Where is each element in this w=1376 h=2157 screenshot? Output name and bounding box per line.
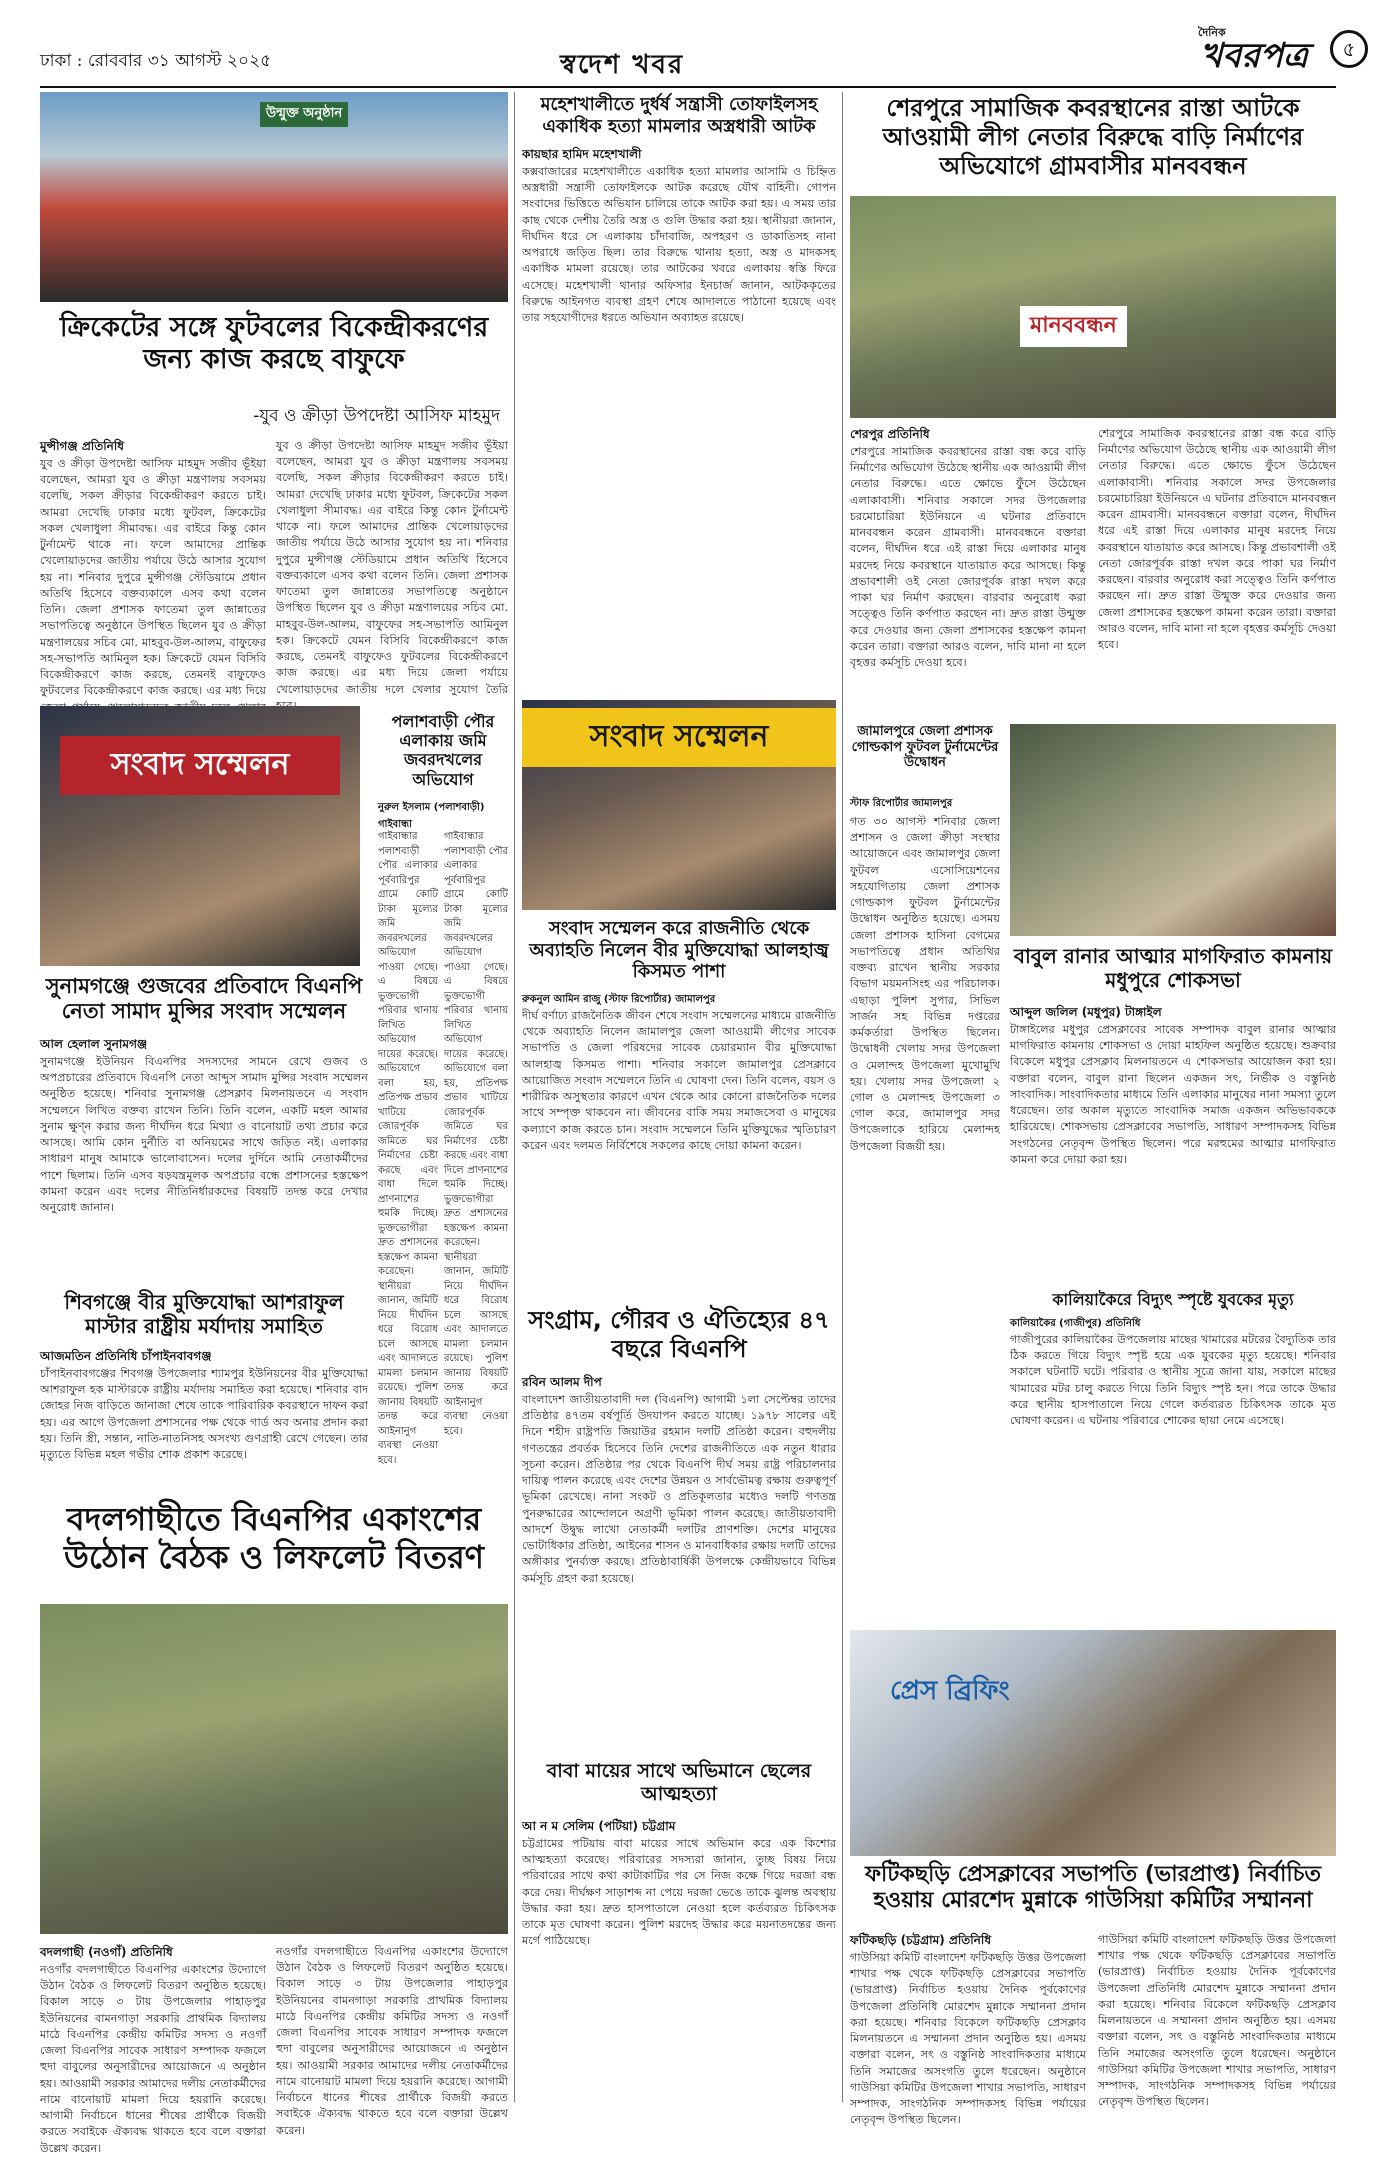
logo-text: খবরপত্র bbox=[1200, 36, 1309, 76]
sherpur-photo bbox=[850, 196, 1336, 418]
bafufe-subhead: -যুব ও ক্রীড়া উপদেষ্টা আসিফ মাহমুদ bbox=[253, 406, 500, 426]
sunamganj-headline: সুনামগঞ্জে গুজবের প্রতিবাদে বিএনপি নেতা সামাদ মুন্সির সংবাদ সম্মেলন bbox=[45, 974, 363, 1024]
sherpur-headline: শেরপুরে সামাজিক কবরস্থানের রাস্তা আটকে আওয়ামী লীগ নেতার বিরুদ্ধে বাড়ি নির্মাণের অভিযোগে গ্রামবাসীর মানববন্ধন bbox=[882, 94, 1304, 180]
suicide-headline: বাবা মায়ের সাথে অভিমানে ছেলের আত্মহত্যা bbox=[546, 1760, 812, 1805]
photo-banner-text: মানববন্ধন bbox=[1020, 306, 1127, 347]
jamalpur-press-headline: সংবাদ সম্মেলন করে রাজনীতি থেকে অব্যাহতি নিলেন বীর মুক্তিযোদ্ধা আলহাজ্ব কিসমত পাশা bbox=[529, 918, 829, 983]
bafufe-body-col1: যুব ও ক্রীড়া উপদেষ্টা আসিফ মাহমুদ সজীব ভূঁইয়া বলেছেন, আমরা যুব ও ক্রীড়া মন্ত্রণালয় সবসময় বলেছি, সকল ক্রীড়ার বিকেন্দ্রীকরণ করতে চাই। আমরা দেখেছি ঢাকার মধ্যে ফুটবল, ক্রিকেটের সকল খেলাধুলা সীমাবদ্ধ। এর বাইরে কিন্তু কোন টুর্নামেন্ট থাকে না। ফলে আমাদের প্রান্তিক খেলোয়াড়দের জাতীয় পর্যায়ে উঠে আসার সুযোগ হয় না। শনিবার দুপুরে মুন্সীগঞ্জ স্টেডিয়ামে প্রধান অতিথি হিসেবে বক্তব্যকালে এসব কথা বলেন তিনি। জেলা প্রশাসক ফাতেমা তুল জান্নাতের সভাপতিত্বে অনুষ্ঠানে উপস্থিত ছিলেন যুব ও ক্রীড়া মন্ত্রণালয়ের সচিব মো. মাহবুব-উল-আলম, বাফুফের সহ-সভাপতি আমিনুল হক। ক্রিকেটে যেমন বিসিবি বিকেন্দ্রীকরণে কাজ করছে, তেমনই বাফুফেও ফুটবলের বিকেন্দ্রীকরণে কাজ করছে। এর মধ্য দিয়ে bbox=[40, 457, 266, 698]
jamalpur-football-body: গত ৩০ আগস্ট শনিবার জেলা প্রশাসন ও জেলা ক্রীড়া সংস্থার আয়োজনে এবং জামালপুর জেলা ফুটবল এসোসিয়েশনের সহযোগিতায় জেলা প্রশাসক গোল্ডকাপ ফুটবল টুর্নামেন্টের উদ্বোধন অনুষ্ঠিত হয়েছে। এসময় জেলা প্রশাসক হাসিনা বেগমের সভাপতিত্বে প্রধান অতিথির বক্তব্য রাখেন স্থানীয় সরকার বিভাগ ময়মনসিংহ এর পরিচালক। এছাড়া পুলিশ সুপার, সিভিল সার্জন সহ বিভিন্ন দপ্তরের কর্মকর্তারা উপস্থিত ছিলেন। উদ্বোধনী খেলায় সদর উপজেলা ও মেলান্দহ উপজেলা মুখোমুখি হয়। খেলায় সদর উপজেলা ২ গোল ও মেলান্দহ উপজেলা ৩ গোল করে, জামালপুর সদর উপজেলাকে হারিয়ে মেলান্দহ উপজেলা বিজয়ী হয়। bbox=[850, 815, 1000, 1153]
photo-banner-text: সংবাদ সম্মেলন bbox=[60, 736, 340, 795]
maheshkhali-headline: মহেশখালীতে দুর্ধর্ষ সন্ত্রাসী তোফাইলসহ একাধিক হত্যা মামলার অস্ত্রধারী আটক bbox=[540, 94, 818, 137]
newspaper-logo bbox=[1198, 26, 1309, 87]
jamalpur-football-headline: জামালপুরে জেলা প্রশাসক গোল্ডকাপ ফুটবল টুর্নামেন্টের উদ্বোধন bbox=[851, 724, 999, 771]
badalgachhi-headline: বদলগাছীতে বিএনপির একাংশের উঠোন বৈঠক ও লিফলেট বিতরণ bbox=[63, 1500, 485, 1577]
shibganj-headline: শিবগঞ্জে বীর মুক্তিযোদ্ধা আশরাফুল মাস্টার রাষ্ট্রীয় মর্যাদায় সমাহিত bbox=[64, 1290, 344, 1338]
photo-banner-text: সংবাদ সম্মেলন bbox=[522, 708, 836, 767]
column-divider bbox=[514, 92, 515, 2102]
bnp47-body: বাংলাদেশ জাতীয়তাবাদী দল (বিএনপি) আগামী ১লা সেপ্টেম্বর তাদের প্রতিষ্ঠার ৪৭তম বর্ষপূর্তি উদযাপন করতে যাচ্ছে। ১৯৭৮ সালের এই দিনে শহীদ রাষ্ট্রপতি জিয়াউর রহমান দলটি প্রতিষ্ঠা করেন। বহুদলীয় গণতন্ত্রের প্রবর্তক হিসেবে তিনি দেশের রাজনীতিতে এক নতুন ধারার সূচনা করেন। প্রতিষ্ঠার পর থেকে বিএনপি দীর্ঘ সময় রাষ্ট্র পরিচালনার দায়িত্ব পালন করেছে এবং দেশের উন্নয়ন ও সার্বভৌমত্ব রক্ষায় গুরুত্বপূর্ণ ভূমিকা রেখেছে। নানা সংকট ও প্রতিকূলতার মধ্যেও দলটি গণতন্ত্র পুনরুদ্ধারের আন্দোলনে অগ্রণী ভূমিকা পালন করেছে। জাতীয়তাবাদী আদর্শে উদ্বুদ্ধ লাখো নেতাকর্মী দলটির প্রাণশক্তি। দেশের মানুষের ভোটাধিকার প্রতিষ্ঠা, আইনের শাসন ও মানবাধিকার রক্ষায় দলটি তাদের অঙ্গীকার পুনর্ব্যক্ত করছে। প্রতিষ্ঠাবার্ষিকী উপলক্ষে কেন্দ্রীয়ভাবে বিভিন্ন কর্মসূচি গ্রহণ করা হয়েছে। bbox=[522, 1393, 836, 1585]
madhupur-photo bbox=[1010, 724, 1336, 936]
bafufe-headline: ক্রিকেটের সঙ্গে ফুটবলের বিকেন্দ্রীকরণের জন্য কাজ করছে বাফুফে bbox=[59, 312, 489, 376]
bnp47-headline: সংগ্রাম, গৌরব ও ঐতিহ্যের ৪৭ বছরে বিএনপি bbox=[528, 1306, 830, 1363]
jamalpur-press-photo bbox=[522, 700, 836, 910]
sherpur-body-col2: শেরপুরে সামাজিক কবরস্থানের রাস্তা বন্ধ করে বাড়ি নির্মাণের অভিযোগ উঠেছে স্থানীয় এক আওয়ামী লীগ নেতার বিরুদ্ধে। এতে ক্ষোভে ফুঁসে উঠেছেন এলাকাবাসী। শনিবার সকালে সদর উপজেলার চরমোচারিয়া ইউনিয়নে এ ঘটনার প্রতিবাদে মানববন্ধন করেন গ্রামবাসী। মানববন্ধনে বক্তারা বলেন, দীর্ঘদিন ধরে এই রাস্তা দিয়ে এলাকার মানুষ মরদেহ নিয়ে কবরস্থানে যাতায়াত করে আসছে। কিন্তু প্রভাবশালী ওই নেতা জোরপূর্বক রাস্তা দখল করে পাকা ঘর নির্মাণ করছেন। বারবার অনুরোধ করা সত্ত্বেও তিনি কর্ণপাত করছেন না। দ্রুত রাস্তা উন্মুক্ত করে দেওয়ার জন্য জেলা প্রশাসকের হস্তক্ষেপ কামনা করেন তারা। বক্তারা আরও বলেন, দাবি মানা না হলে বৃহত্তর কর্মসূচি দেওয়া হবে। bbox=[1098, 427, 1336, 652]
sunamganj-body: সুনামগঞ্জে ইউনিয়ন বিএনপির সদস্যদের সামনে রেখে গুজব ও অপপ্রচারের প্রতিবাদে বিএনপি নেতা আব্দুস সামাদ মুন্সির সংবাদ সম্মেলন অনুষ্ঠিত হয়েছে। শনিবার সুনামগঞ্জ প্রেসক্লাব মিলনায়তনে এ সংবাদ সম্মেলনে লিখিত বক্তব্য রাখেন তিনি। তিনি বলেন, একটি মহল আমার সুনাম ক্ষুণ্ন করার জন্য দীর্ঘদিন ধরে মিথ্যা ও বানোয়াট তথ্য প্রচার করে আসছে। আমি কোন দুর্নীতি বা অনিয়মের সাথে জড়িত নই। এলাকার সাধারণ মানুষ আমাকে ভালোবাসেন। দলের দুর্দিনে আমি নেতাকর্মীদের পাশে ছিলাম। তিনি এসব ষড়যন্ত্রমূলক অপপ্রচার বন্ধে প্রশাসনের হস্তক্ষেপ কামনা করেন এবং দলের নীতিনির্ধারকদের বিষয়টি তদন্ত করে দেখার অনুরোধ জানান। bbox=[40, 1055, 368, 1215]
bafufe-photo bbox=[40, 92, 508, 302]
fatikchhari-headline: ফটিকছড়ি প্রেসক্লাবের সভাপতি (ভারপ্রাপ্ত) নির্বাচিত হওয়ায় মোরশেদ মুন্নাকে গাউসিয়া কমিটির সম্মাননা bbox=[864, 1862, 1321, 1914]
fatikchhari-body-col2: গাউসিয়া কমিটি বাংলাদেশ ফটিকছড়ি উত্তর উপজেলা শাখার পক্ষ থেকে ফটিকছড়ি প্রেসক্লাবের সভাপতি (ভারপ্রাপ্ত) নির্বাচিত হওয়ায় দৈনিক পূর্বকোণের উপজেলা প্রতিনিধি মোরশেদ মুন্নাকে সম্মাননা প্রদান করা হয়েছে। শনিবার বিকেলে ফটিকছড়ি প্রেসক্লাব মিলনায়তনে এ সম্মাননা প্রদান অনুষ্ঠিত হয়। এসময় বক্তারা বলেন, সৎ ও বস্তুনিষ্ঠ সাংবাদিকতার মাধ্যমে তিনি সমাজের অসংগতি তুলে ধরেছেন। অনুষ্ঠানে গাউসিয়া কমিটির উপজেলা শাখার সভাপতি, সাধারণ সম্পাদক, সাংগঠনিক সম্পাদকসহ বিভিন্ন পর্যায়ের নেতৃবৃন্দ উপস্থিত ছিলেন। bbox=[1098, 1933, 1336, 2109]
suicide-byline: আ ন ম সেলিম (পটিয়া) চট্টগ্রাম bbox=[522, 1819, 676, 1833]
fatikchhari-photo bbox=[850, 1630, 1336, 1856]
jamalpur-press-byline: রুকনুল আমিন রাজু (স্টাফ রিপোর্টার) জামালপুর bbox=[522, 994, 716, 1005]
shibganj-byline: আজমতিন প্রতিনিধি চাঁপাইনবাবগঞ্জ bbox=[40, 1349, 212, 1363]
section-title: স্বদেশ খবর bbox=[560, 50, 685, 80]
header-rule bbox=[40, 86, 1336, 88]
bafufe-body-col2: যুব ও ক্রীড়া উপদেষ্টা আসিফ মাহমুদ সজীব ভূঁইয়া বলেছেন, আমরা যুব ও ক্রীড়া মন্ত্রণালয় সবসময় বলেছি, সকল ক্রীড়ার বিকেন্দ্রীকরণ করতে চাই। আমরা দেখেছি ঢাকার মধ্যে ফুটবল, ক্রিকেটের সকল খেলাধুলা সীমাবদ্ধ। এর বাইরে কিন্তু কোন টুর্নামেন্ট থাকে না। ফলে আমাদের প্রান্তিক খেলোয়াড়দের জাতীয় পর্যায়ে উঠে আসার সুযোগ হয় না। শনিবার দুপুরে মুন্সীগঞ্জ স্টেডিয়ামে প্রধান অতিথি হিসেবে বক্তব্যকালে এসব কথা বলেন তিনি। জেলা প্রশাসক ফাতেমা তুল জান্নাতের সভাপতিত্বে অনুষ্ঠানে উপস্থিত ছিলেন যুব ও ক্রীড়া মন্ত্রণালয়ের সচিব মো. মাহবুব-উল-আলম, বাফুফের সহ-সভাপতি আমিনুল হক। ক্রিকেটে যেমন বিসিবি বিকেন্দ্রীকরণে কাজ করছে, তেমনই বাফুফেও ফুটবলের বিকেন্দ্রীকরণে কাজ করছে। এর মধ্য দিয়ে জেলা পর্যায়ে খেলোয়াড়দের জাতীয় দলে খেলার সুযোগ তৈরি bbox=[276, 439, 508, 696]
page-number: ৫ bbox=[1330, 30, 1368, 68]
kaliakair-byline: কালিয়াকৈর (গাজীপুর) প্রতিনিধি bbox=[1010, 1318, 1141, 1329]
palashbari-body-col2: গাইবান্ধার পলাশবাড়ী পৌর এলাকার পূর্ববারিপুর গ্রামে কোটি টাকা মূল্যের জমি জবরদখলের অভিযোগ পাওয়া গেছে। এ বিষয়ে ভুক্তভোগী পরিবার থানায় লিখিত অভিযোগ দায়ের করেছে। অভিযোগে বলা হয়, প্রতিপক্ষ প্রভাব খাটিয়ে জোরপূর্বক জমিতে ঘর নির্মাণের চেষ্টা করছে এবং বাধা দিলে প্রাণনাশের হুমকি দিচ্ছে। ভুক্তভোগীরা দ্রুত প্রশাসনের হস্তক্ষেপ কামনা করেছেন। স্থানীয়রা জানান, জমিটি নিয়ে দীর্ঘদিন ধরে বিরোধ চলে আসছে এবং আদালতে মামলা চলমান রয়েছে। পুলিশ জানায় বিষয়টি তদন্ত করে আইনানুগ ব্যবস্থা নেওয়া হবে। bbox=[444, 831, 508, 1437]
badalgachhi-body-col2: নওগাঁর বদলগাছীতে বিএনপির একাংশের উদ্যোগে উঠান বৈঠক ও লিফলেট বিতরণ অনুষ্ঠিত হয়েছে। বিকাল সাড়ে ৩ টায় উপজেলার পাহাড়পুর ইউনিয়নের বামনগাড়া সরকারি প্রাথমিক বিদ্যালয় মাঠে বিএনপির কেন্দ্রীয় কমিটির সদস্য ও নওগাঁ জেলা বিএনপির সাবেক সাধারণ সম্পাদক ফজলে হুদা বাবুলের অনুসারীদের আয়োজনে এ অনুষ্ঠান হয়। আওয়ামী সরকার আমাদের দলীয় নেতাকর্মীদের নামে বানোয়াট মামলা দিয়ে হয়রানি করেছে। আগামী নির্বাচনে ধানের শীষের প্রার্থীকে বিজয়ী করতে সবাইকে ঐক্যবদ্ধ থাকতে হবে বলে বক্তারা উল্লেখ করেন। bbox=[276, 1945, 508, 2137]
kaliakair-body: গাজীপুরের কালিয়াকৈর উপজেলায় মাছের খামারের মটরের বৈদ্যুতিক তার ঠিক করতে গিয়ে বিদ্যুৎ স্পৃষ্ট হয়ে এক যুবকের মৃত্যু হয়েছে। শনিবার সকালে ঘটনাটি ঘটে। পরিবার ও স্থানীয় সূত্রে জানা যায়, সকালে মাছের খামারের মটর চালু করতে গিয়ে তিনি বিদ্যুৎ স্পৃষ্ট হন। পরে তাকে উদ্ধার করে স্থানীয় হাসপাতালে নিয়ে গেলে কর্তব্যরত চিকিৎসক তাকে মৃত ঘোষণা করেন। এ ঘটনায় পরিবারে শোকের ছায়া নেমে এসেছে। bbox=[1010, 1333, 1336, 1428]
bnp47-byline: রবিন আলম দীপ bbox=[522, 1375, 602, 1389]
issue-date: ঢাকা : রোববার ৩১ আগস্ট ২০২৫ bbox=[40, 51, 272, 71]
page-header bbox=[0, 0, 1376, 86]
suicide-body: চট্টগ্রামের পটিয়ায় বাবা মায়ের সাথে অভিমান করে এক কিশোর আত্মহত্যা করেছে। পরিবারের সদস্যরা জানান, তুচ্ছ বিষয় নিয়ে পরিবারের সাথে কথা কাটাকাটির পর সে নিজ কক্ষে গিয়ে দরজা বন্ধ করে দেয়। দীর্ঘক্ষণ সাড়াশব্দ না পেয়ে দরজা ভেঙে তাকে ঝুলন্ত অবস্থায় উদ্ধার করা হয়। দ্রুত হাসপাতালে নেওয়া হলে কর্তব্যরত চিকিৎসক তাকে মৃত ঘোষণা করেন। পুলিশ মরদেহ উদ্ধার করে ময়নাতদন্তের জন্য মর্গে পাঠিয়েছে। bbox=[522, 1837, 836, 1948]
badalgachhi-byline: বদলগাছী (নওগাঁ) প্রতিনিধি bbox=[40, 1945, 173, 1959]
badalgachhi-body-col1: নওগাঁর বদলগাছীতে বিএনপির একাংশের উদ্যোগে উঠান বৈঠক ও লিফলেট বিতরণ অনুষ্ঠিত হয়েছে। বিকাল সাড়ে ৩ টায় উপজেলার পাহাড়পুর ইউনিয়নের বামনগাড়া সরকারি প্রাথমিক বিদ্যালয় মাঠে বিএনপির কেন্দ্রীয় কমিটির সদস্য ও নওগাঁ জেলা বিএনপির সাবেক সাধারণ সম্পাদক ফজলে হুদা বাবুলের অনুসারীদের আয়োজনে এ অনুষ্ঠান হয়। আওয়ামী সরকার আমাদের দলীয় নেতাকর্মীদের নামে বানোয়াট মামলা দিয়ে হয়রানি করেছে। আগামী নির্বাচনে ধানের শীষের প্রার্থীকে বিজয়ী করতে সবাইকে ঐক্যবদ্ধ থাকতে হবে বলে বক্তারা উল্লেখ করেন। bbox=[40, 1963, 266, 2155]
madhupur-body: টাঙ্গাইলের মধুপুর প্রেসক্লাবের সাবেক সম্পাদক বাবুল রানার আত্মার মাগফিরাত কামনায় শোকসভা ও দোয়া মাহফিল অনুষ্ঠিত হয়েছে। শুক্রবার বিকেলে মধুপুর প্রেসক্লাব মিলনায়তনে এ শোকসভার আয়োজন করা হয়। বক্তারা বলেন, বাবুল রানা ছিলেন একজন সৎ, নির্ভীক ও বস্তুনিষ্ঠ সাংবাদিক। সাংবাদিকতার মাধ্যমে তিনি এলাকার মানুষের নানা সমস্যা তুলে ধরেছেন। তার অকাল মৃত্যুতে সাংবাদিক সমাজ একজন অভিভাবককে হারিয়েছে। শোকসভায় প্রেসক্লাবের সভাপতি, সাধারণ সম্পাদকসহ বিভিন্ন সংগঠনের নেতৃবৃন্দ উপস্থিত ছিলেন। পরে মরহুমের আত্মার মাগফিরাত কামনা করে দোয়া করা হয়। bbox=[1010, 1023, 1336, 1166]
sunamganj-byline: আল হেলাল সুনামগঞ্জ bbox=[40, 1037, 148, 1051]
maheshkhali-body: কক্সবাজারের মহেশখালীতে একাধিক হত্যা মামলার আসামি ও চিহ্নিত অস্ত্রধারী সন্ত্রাসী তোফাইলকে আটক করেছে যৌথ বাহিনী। গোপন সংবাদের ভিত্তিতে অভিযান চালিয়ে তাকে আটক করা হয়। এ সময় তার কাছ থেকে দেশীয় তৈরি অস্ত্র ও গুলি উদ্ধার করা হয়। স্থানীয়রা জানান, দীর্ঘদিন ধরে সে এলাকায় চাঁদাবাজি, অপহরণ ও ডাকাতিসহ নানা অপরাধে জড়িত ছিল। তার বিরুদ্ধে থানায় হত্যা, অস্ত্র ও মাদকসহ একাধিক মামলা রয়েছে। তার আটকের খবরে এলাকায় স্বস্তি ফিরে এসেছে। মহেশখালী থানার অফিসার ইনচার্জ জানান, আটককৃতের বিরুদ্ধে আইনগত ব্যবস্থা গ্রহণ শেষে আদালতে পাঠানো হয়েছে এবং তার সহযোগীদের ধরতে অভিযান অব্যাহত রয়েছে। bbox=[522, 165, 836, 325]
fatikchhari-body-col1: গাউসিয়া কমিটি বাংলাদেশ ফটিকছড়ি উত্তর উপজেলা শাখার পক্ষ থেকে ফটিকছড়ি প্রেসক্লাবের সভাপতি (ভারপ্রাপ্ত) নির্বাচিত হওয়ায় দৈনিক পূর্বকোণের উপজেলা প্রতিনিধি মোরশেদ মুন্নাকে সম্মাননা প্রদান করা হয়েছে। শনিবার বিকেলে ফটিকছড়ি প্রেসক্লাব মিলনায়তনে এ সম্মাননা প্রদান অনুষ্ঠিত হয়। এসময় বক্তারা বলেন, সৎ ও বস্তুনিষ্ঠ সাংবাদিকতার মাধ্যমে তিনি সমাজের অসংগতি তুলে ধরেছেন। অনুষ্ঠানে গাউসিয়া কমিটির উপজেলা শাখার সভাপতি, সাধারণ সম্পাদক, সাংগঠনিক সম্পাদকসহ বিভিন্ন পর্যায়ের নেতৃবৃন্দ উপস্থিত ছিলেন। bbox=[850, 1951, 1086, 2127]
shibganj-body: চাঁপাইনবাবগঞ্জের শিবগঞ্জ উপজেলার শ্যামপুর ইউনিয়নের বীর মুক্তিযোদ্ধা আশরাফুল হক মাস্টারকে রাষ্ট্রীয় মর্যাদায় সমাহিত করা হয়েছে। শনিবার বাদ জোহর নিজ বাড়িতে জানাজা শেষে তাকে পারিবারিক কবরস্থানে দাফন করা হয়। এর আগে উপজেলা প্রশাসনের পক্ষ থেকে গার্ড অব অনার প্রদান করা হয়। তিনি স্ত্রী, সন্তান, নাতি-নাতনিসহ অসংখ্য গুণগ্রাহী রেখে গেছেন। তার মৃত্যুতে বিভিন্ন মহল গভীর শোক প্রকাশ করেছে। bbox=[40, 1367, 368, 1462]
palashbari-headline: পলাশবাড়ী পৌর এলাকায় জমি জবরদখলের অভিযোগ bbox=[391, 712, 495, 789]
maheshkhali-byline: কায়ছার হামিদ মহেশখালী bbox=[522, 147, 642, 161]
madhupur-headline: বাবুল রানার আত্মার মাগফিরাত কামনায় মধুপুরে শোকসভা bbox=[1013, 944, 1333, 992]
bafufe-byline: মুন্সীগঞ্জ প্রতিনিধি bbox=[40, 439, 124, 453]
palashbari-byline: নুরুল ইসলাম (পলাশবাড়ী) গাইবান্ধা bbox=[378, 802, 485, 830]
column-divider bbox=[842, 92, 843, 2102]
jamalpur-football-byline: স্টাফ রিপোর্টার জামালপুর bbox=[850, 798, 953, 809]
sunamganj-photo bbox=[40, 706, 360, 966]
photo-banner-text: উন্মুক্ত অনুষ্ঠান bbox=[260, 102, 348, 127]
madhupur-byline: আব্দুল জলিল (মধুপুর) টাঙ্গাইল bbox=[1010, 1005, 1162, 1019]
palashbari-body-col1: গাইবান্ধার পলাশবাড়ী পৌর এলাকার পূর্ববারিপুর গ্রামে কোটি টাকা মূল্যের জমি জবরদখলের অভিযোগ পাওয়া গেছে। এ বিষয়ে ভুক্তভোগী পরিবার থানায় লিখিত অভিযোগ দায়ের করেছে। অভিযোগে বলা হয়, প্রতিপক্ষ প্রভাব খাটিয়ে জোরপূর্বক জমিতে ঘর নির্মাণের চেষ্টা করছে এবং বাধা দিলে প্রাণনাশের হুমকি দিচ্ছে। ভুক্তভোগীরা দ্রুত প্রশাসনের হস্তক্ষেপ কামনা করেছেন। স্থানীয়রা জানান, জমিটি নিয়ে দীর্ঘদিন ধরে বিরোধ চলে আসছে এবং আদালতে মামলা চলমান রয়েছে। পুলিশ জানায় বিষয়টি তদন্ত করে আইনানুগ ব্যবস্থা নেওয়া হবে। bbox=[378, 831, 438, 1466]
jamalpur-press-body: দীর্ঘ বর্ণাঢ্য রাজনৈতিক জীবন শেষে সংবাদ সম্মেলনের মাধ্যমে রাজনীতি থেকে অব্যাহতি নিলেন জামালপুর জেলা আওয়ামী লীগের সাবেক সভাপতি ও জেলা পরিষদের সাবেক চেয়ারম্যান বীর মুক্তিযোদ্ধা আলহাজ্ব কিসমত পাশা। শনিবার সকালে জামালপুর প্রেসক্লাবে আয়োজিত সংবাদ সম্মেলনে তিনি এ ঘোষণা দেন। তিনি বলেন, বয়স ও শারীরিক অসুস্থতার কারণে এখন থেকে আর কোনো রাজনৈতিক দলের সাথে সম্পৃক্ত থাকবেন না। জীবনের বাকি সময় সমাজসেবা ও মানুষের কল্যাণে কাজ করতে চান। সংবাদ সম্মেলনে তিনি মুক্তিযুদ্ধের স্মৃতিচারণ করেন এবং দলমত নির্বিশেষে সকলের কাছে দোয়া কামনা করেন। bbox=[522, 1009, 836, 1152]
kaliakair-headline: কালিয়াকৈরে বিদ্যুৎ স্পৃষ্টে যুবকের মৃত্যু bbox=[1052, 1290, 1294, 1309]
photo-banner-text: প্রেস ব্রিফিং bbox=[890, 1676, 1010, 1706]
logo-small-text: দৈনিক bbox=[1198, 26, 1226, 39]
sherpur-byline: শেরপুর প্রতিনিধি bbox=[850, 427, 930, 441]
sherpur-body-col1: শেরপুরে সামাজিক কবরস্থানের রাস্তা বন্ধ করে বাড়ি নির্মাণের অভিযোগ উঠেছে স্থানীয় এক আওয়ামী লীগ নেতার বিরুদ্ধে। এতে ক্ষোভে ফুঁসে উঠেছেন এলাকাবাসী। শনিবার সকালে সদর উপজেলার চরমোচারিয়া ইউনিয়নে এ ঘটনার প্রতিবাদে মানববন্ধন করেন গ্রামবাসী। মানববন্ধনে বক্তারা বলেন, দীর্ঘদিন ধরে এই রাস্তা দিয়ে এলাকার মানুষ মরদেহ নিয়ে কবরস্থানে যাতায়াত করে আসছে। কিন্তু প্রভাবশালী ওই নেতা জোরপূর্বক রাস্তা দখল করে পাকা ঘর নির্মাণ করছেন। বারবার অনুরোধ করা সত্ত্বেও তিনি কর্ণপাত করছেন না। দ্রুত রাস্তা উন্মুক্ত করে দেওয়ার জন্য জেলা প্রশাসকের হস্তক্ষেপ কামনা করেন তারা। বক্তারা আরও বলেন, দাবি মানা না হলে বৃহত্তর কর্মসূচি দেওয়া হবে। bbox=[850, 445, 1086, 670]
badalgachhi-photo bbox=[40, 1604, 508, 1934]
fatikchhari-byline: ফটিকছড়ি (চট্টগ্রাম) প্রতিনিধি bbox=[850, 1933, 992, 1947]
